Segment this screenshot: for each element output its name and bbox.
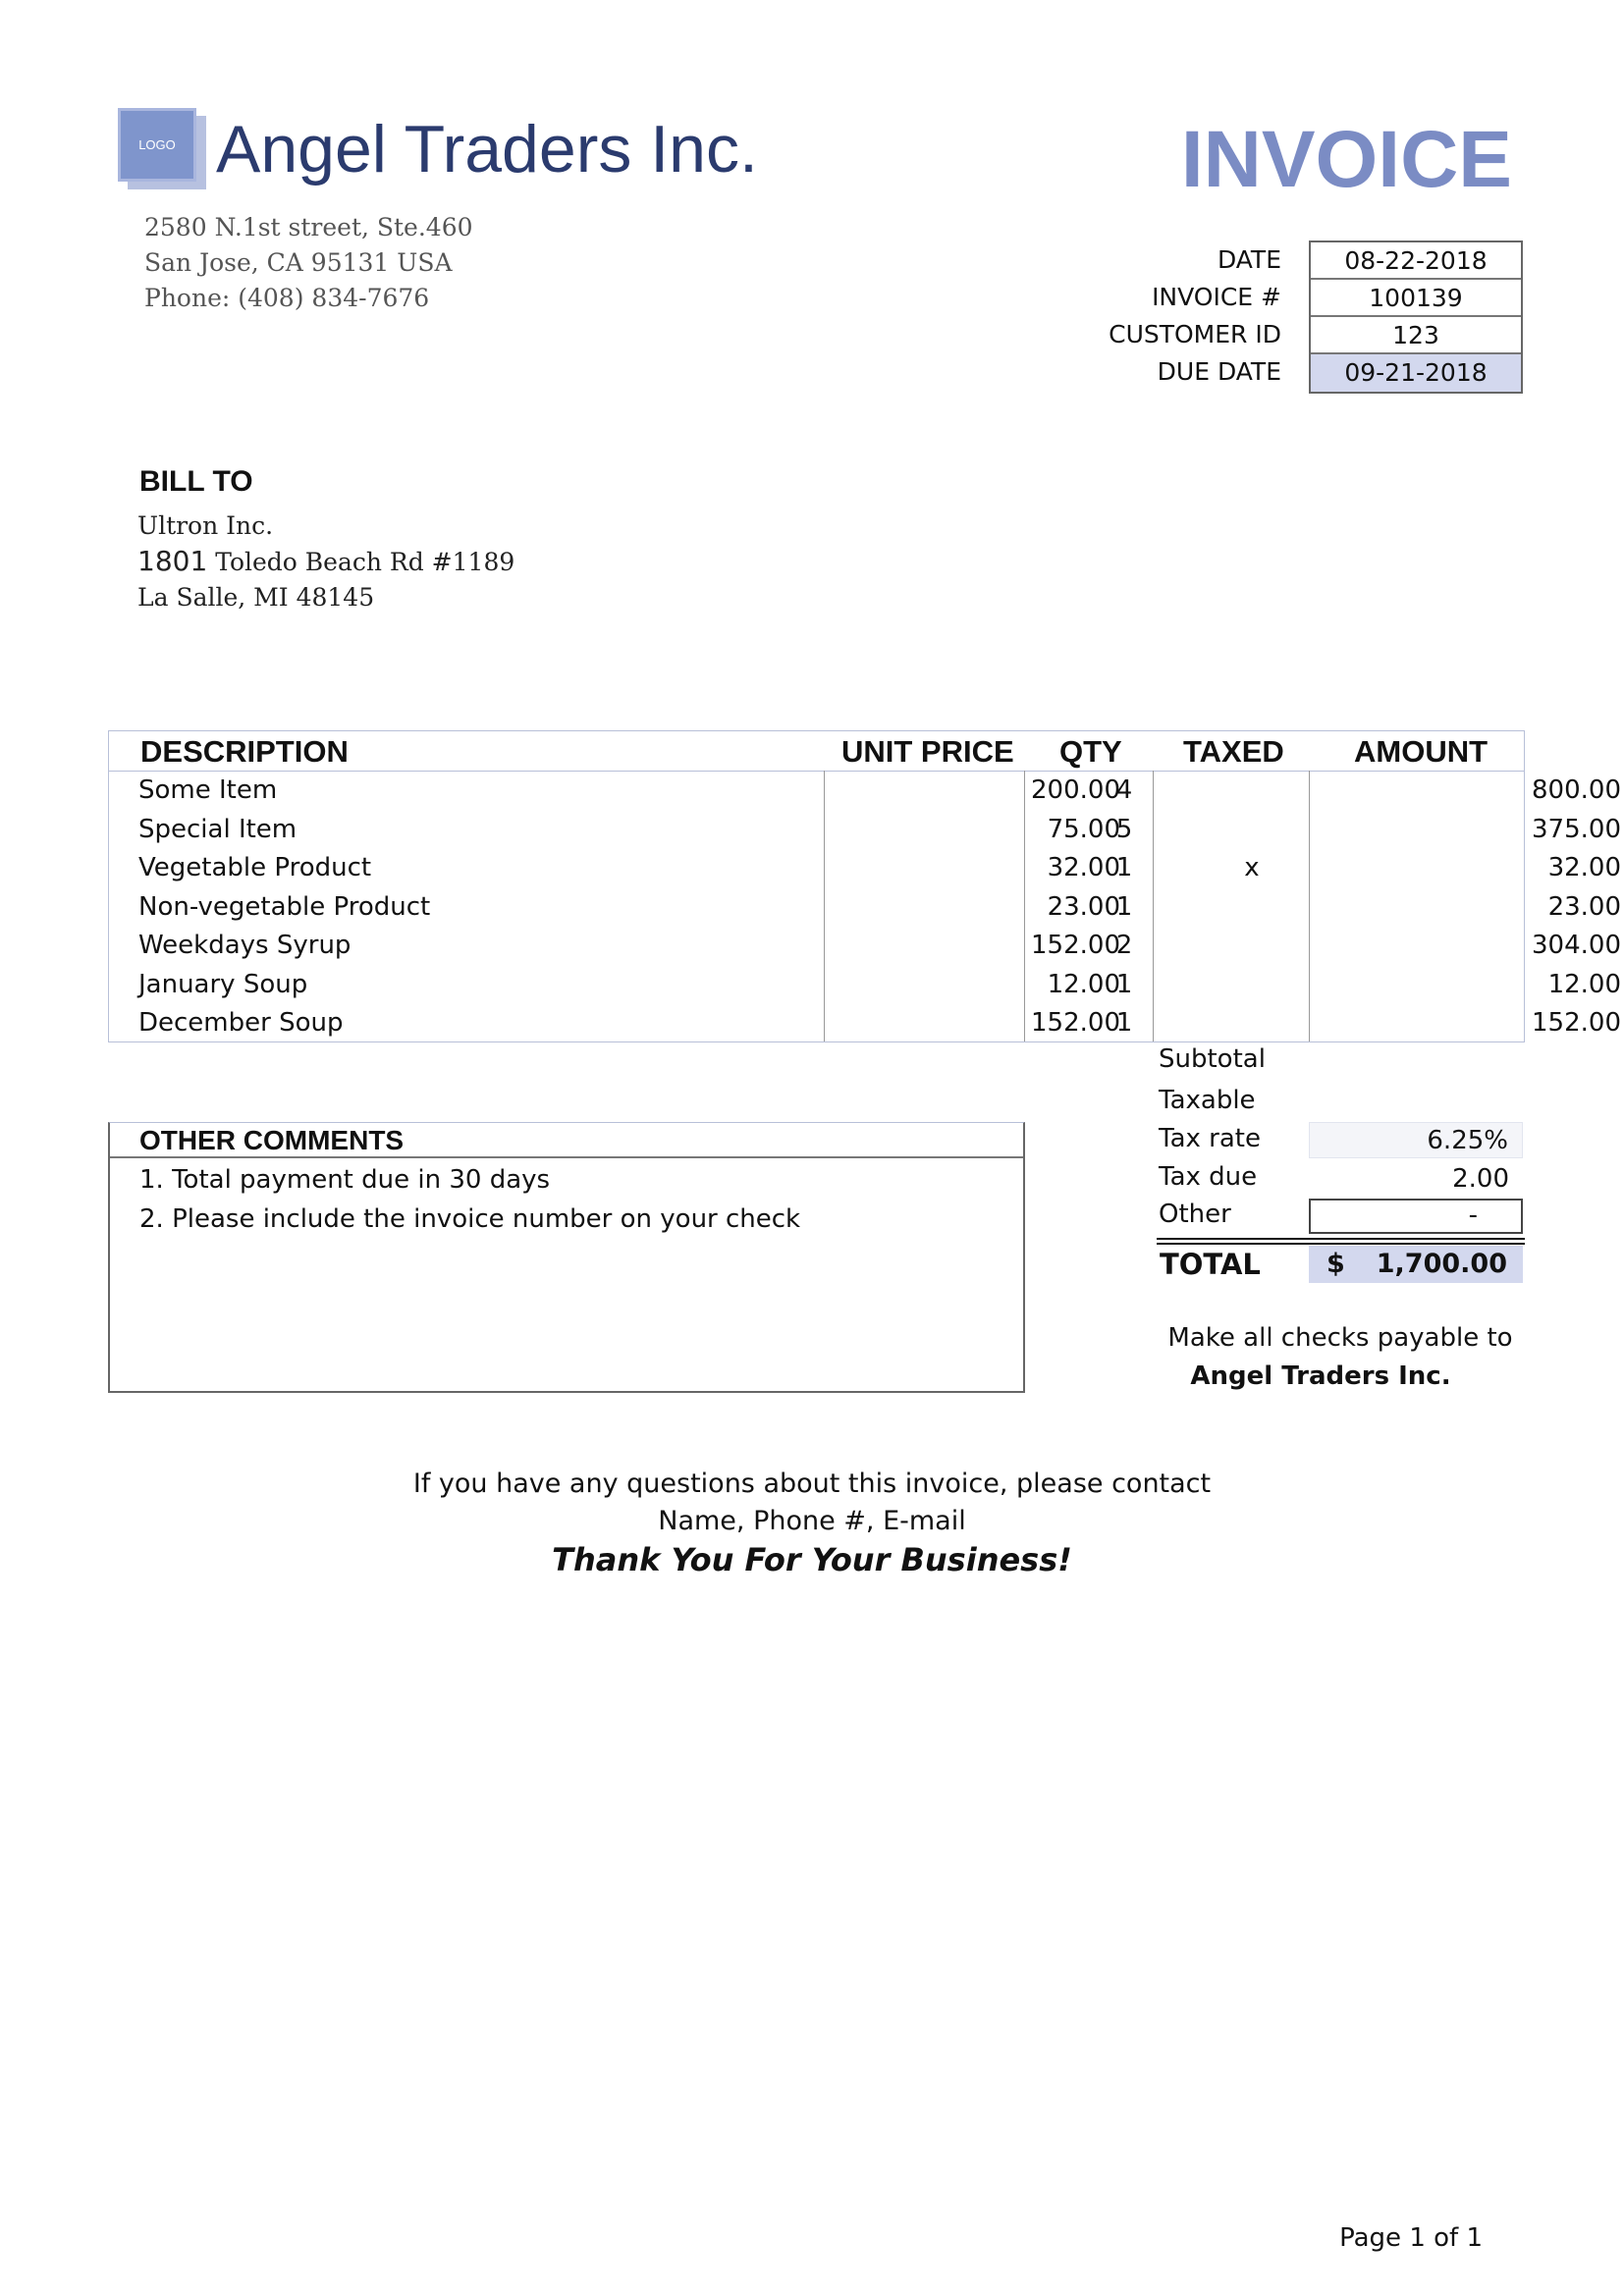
address-line2: San Jose, CA 95131 USA [144,248,453,277]
table-row [109,772,1621,811]
item-amount: 23.00 [1547,891,1621,922]
company-address [144,210,473,316]
table-row [109,811,1621,850]
total-label: TOTAL [1160,1248,1261,1281]
item-amount: 12.00 [1547,969,1621,999]
items-header-row [109,731,1524,772]
item-amount: 304.00 [1532,931,1621,960]
taxable-label: Taxable [1159,1086,1256,1115]
bill-to-street-number: 1801 [137,545,208,577]
item-unit-price: 32.00 [1047,853,1120,882]
bill-to-address [137,508,514,615]
item-unit-price: 23.00 [1047,891,1120,922]
item-unit-price: 152.00 [1031,931,1120,960]
total-rule [1157,1238,1525,1240]
item-description: Some Item [138,775,278,805]
other-value: - [1309,1199,1523,1234]
item-description: Special Item [138,814,298,844]
date-label: DATE [1217,245,1281,274]
due-date-label: DUE DATE [1157,357,1281,386]
page-number: Page 1 of 1 [1339,2223,1483,2253]
invoice-meta-box [1309,240,1523,394]
customer-id: 123 [1311,317,1521,354]
subtotal-label: Subtotal [1159,1044,1266,1074]
item-unit-price: 152.00 [1031,1008,1120,1038]
header-unit-price: UNIT PRICE [841,734,1014,769]
item-qty: 2 [1115,931,1133,960]
comment-item: 2. Please include the invoice number on your check [139,1204,801,1234]
logo-text: LOGO [138,137,176,152]
other-label: Other [1159,1200,1231,1229]
table-row [109,1004,1621,1043]
tax-due-value: 2.00 [1452,1164,1509,1194]
header-taxed: TAXED [1183,734,1284,769]
bill-to-street-line [137,544,514,580]
item-unit-price: 200.00 [1031,775,1120,805]
item-qty: 4 [1115,775,1133,805]
header-qty: QTY [1059,734,1122,769]
item-qty: 1 [1115,1008,1133,1038]
comment-item: 1. Total payment due in 30 days [139,1165,551,1195]
table-row [109,966,1621,1005]
tax-rate-label: Tax rate [1159,1124,1261,1153]
item-amount: 375.00 [1532,814,1621,844]
contact-note [321,1466,1303,1540]
item-taxed: x [1244,853,1260,882]
payable-note [1119,1319,1561,1396]
invoice-title: INVOICE [1180,115,1512,204]
invoice-number: 100139 [1311,280,1521,317]
bill-to-city: La Salle, MI 48145 [137,583,375,612]
contact-line1: If you have any questions about this invoice, please contact [412,1468,1212,1499]
header-description: DESCRIPTION [140,734,349,769]
company-phone: Phone: (408) 834-7676 [144,284,430,312]
item-amount: 152.00 [1532,1008,1621,1038]
header-amount: AMOUNT [1354,734,1489,769]
invoice-meta-labels [1060,241,1281,391]
comments-list [139,1160,800,1239]
tax-rate-value: 6.25% [1309,1122,1523,1158]
item-description: Non-vegetable Product [138,891,431,922]
payable-line: Make all checks payable to [1167,1323,1513,1353]
invoice-date: 08-22-2018 [1311,242,1521,280]
item-qty: 1 [1115,853,1133,882]
bill-to-name: Ultron Inc. [137,511,274,540]
item-description: Vegetable Product [138,853,372,882]
thank-you-message: Thank You For Your Business! [552,1541,1072,1578]
items-table [108,730,1621,1042]
bill-to-heading: BILL TO [139,465,253,498]
item-unit-price: 75.00 [1047,814,1120,844]
tax-due-label: Tax due [1159,1162,1258,1192]
table-row [109,888,1621,928]
due-date: 09-21-2018 [1311,354,1521,392]
item-unit-price: 12.00 [1047,969,1120,999]
item-amount: 800.00 [1532,775,1621,805]
customer-id-label: CUSTOMER ID [1109,320,1281,348]
total-box [1309,1246,1523,1283]
company-logo [118,108,196,182]
total-currency: $ [1326,1249,1345,1279]
comments-box [108,1122,1025,1393]
item-description: Weekdays Syrup [138,931,352,960]
table-row [109,927,1621,966]
invoice-number-label: INVOICE # [1152,283,1281,311]
bill-to-street: Toledo Beach Rd #1189 [207,548,515,576]
payable-company: Angel Traders Inc. [1190,1362,1451,1391]
item-qty: 1 [1115,891,1133,922]
item-qty: 1 [1115,969,1133,999]
item-description: December Soup [138,1008,344,1038]
company-name: Angel Traders Inc. [216,112,758,187]
item-description: January Soup [138,969,308,999]
item-amount: 32.00 [1547,853,1621,882]
contact-line2: Name, Phone #, E-mail [658,1506,966,1536]
table-row [109,849,1621,888]
comments-heading: OTHER COMMENTS [110,1123,1023,1158]
address-line1: 2580 N.1st street, Ste.460 [144,213,473,241]
total-amount: 1,700.00 [1376,1249,1507,1279]
item-qty: 5 [1115,814,1133,844]
